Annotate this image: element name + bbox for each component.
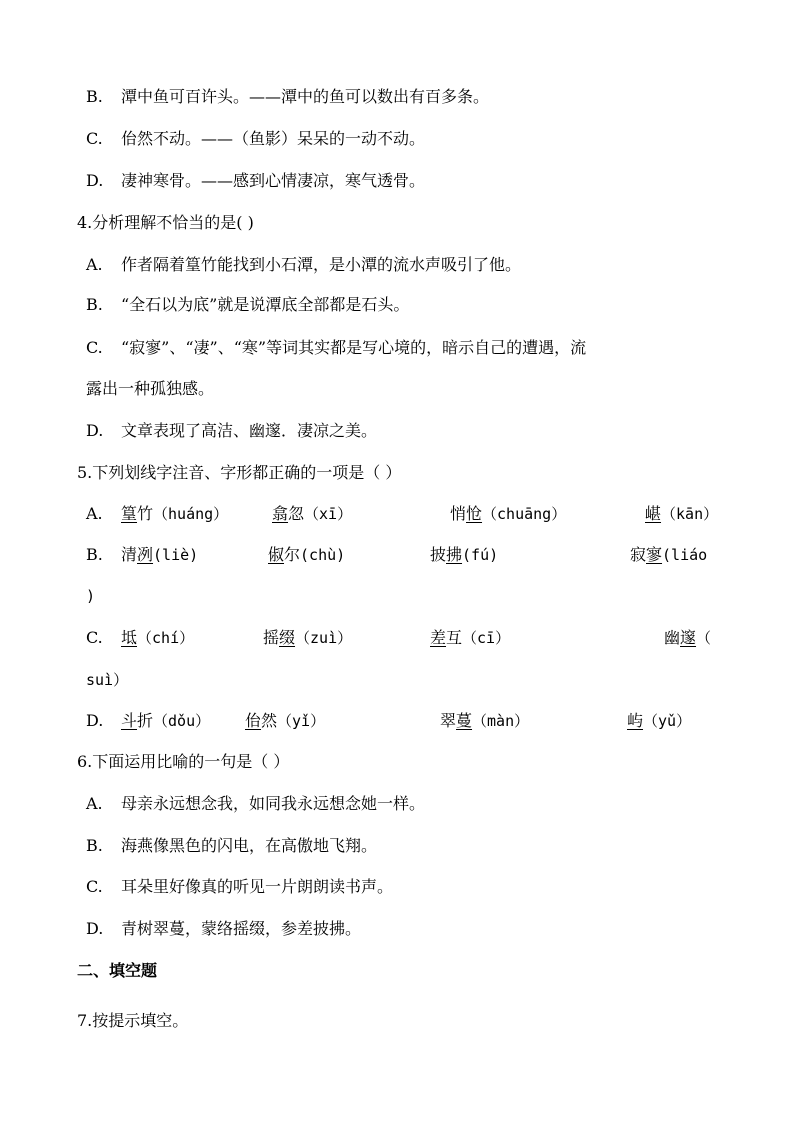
option-letter: C. bbox=[86, 129, 103, 148]
option-text: 佁然不动。——（鱼影）呆呆的一动不动。 bbox=[121, 129, 426, 148]
word-item bbox=[245, 710, 325, 732]
underlined-char: 差 bbox=[430, 628, 447, 647]
char: 翠 bbox=[440, 711, 457, 730]
word-item bbox=[440, 710, 529, 732]
pinyin-wrap: suì） bbox=[86, 671, 129, 689]
option-letter: B. bbox=[86, 87, 103, 106]
pinyin-wrap: ) bbox=[86, 587, 96, 605]
option-letter: D. bbox=[86, 171, 104, 190]
underlined-char: 怆 bbox=[466, 504, 483, 523]
pinyin: （huáng） bbox=[153, 505, 229, 523]
pinyin: （xī） bbox=[304, 505, 353, 523]
option-letter: D. bbox=[86, 711, 104, 730]
option-letter: C. bbox=[86, 628, 103, 647]
word-item bbox=[430, 544, 498, 566]
char: 寂 bbox=[630, 545, 647, 564]
option-text: “寂寥”、“凄”、“寒”等词其实都是写心境的，暗示自己的遭遇，流 bbox=[121, 338, 587, 357]
word-item bbox=[645, 503, 718, 525]
option-letter: C. bbox=[86, 338, 103, 357]
option-letter: A. bbox=[86, 794, 103, 813]
char: 忽 bbox=[288, 504, 305, 523]
char: 披 bbox=[430, 545, 447, 564]
pinyin: （kān） bbox=[661, 505, 719, 523]
underlined-char: 冽 bbox=[137, 545, 154, 564]
word-item bbox=[121, 544, 198, 566]
underlined-char: 邃 bbox=[680, 628, 697, 647]
underlined-char: 篁 bbox=[121, 504, 138, 523]
option-letter: D. bbox=[86, 421, 104, 440]
question-text: 7.按提示填空。 bbox=[77, 1011, 189, 1030]
underlined-char: 寥 bbox=[646, 545, 663, 564]
underlined-char: 坻 bbox=[121, 628, 138, 647]
option-letter: A. bbox=[86, 504, 103, 523]
underlined-char: 佁 bbox=[245, 711, 262, 730]
word-item bbox=[121, 627, 194, 649]
pinyin: (liè) bbox=[153, 546, 199, 564]
word-item bbox=[121, 710, 210, 732]
option-text: 耳朵里好像真的听见一片朗朗读书声。 bbox=[121, 877, 394, 896]
word-item bbox=[268, 544, 345, 566]
option-text: 海燕像黑色的闪电，在高傲地飞翔。 bbox=[121, 836, 378, 855]
pinyin: （yǐ） bbox=[277, 712, 326, 730]
option-text: “全石以为底”就是说潭底全部都是石头。 bbox=[121, 295, 410, 314]
option-letter: C. bbox=[86, 877, 103, 896]
pinyin: （dǒu） bbox=[153, 712, 211, 730]
char: 清 bbox=[121, 545, 138, 564]
option-text: 文章表现了高洁、幽邃．凄凉之美。 bbox=[121, 421, 378, 440]
word-item bbox=[121, 503, 228, 525]
char: 尔 bbox=[284, 545, 301, 564]
option-letter: D. bbox=[86, 919, 104, 938]
word-item bbox=[450, 503, 566, 525]
question-text: 6.下面运用比喻的一句是（ ） bbox=[77, 752, 290, 771]
underlined-char: 翕 bbox=[272, 504, 289, 523]
underlined-char: 拂 bbox=[446, 545, 463, 564]
pinyin: （chí） bbox=[137, 629, 195, 647]
char: 幽 bbox=[664, 628, 681, 647]
pinyin: （chuāng） bbox=[482, 505, 567, 523]
word-item bbox=[263, 627, 352, 649]
question-text: 5.下列划线字注音、字形都正确的一项是（ ） bbox=[77, 463, 402, 482]
underlined-char: 嵁 bbox=[645, 504, 662, 523]
underlined-char: 缀 bbox=[279, 628, 296, 647]
char: 互 bbox=[446, 628, 463, 647]
underlined-char: 俶 bbox=[268, 545, 285, 564]
underlined-char: 蔓 bbox=[456, 711, 473, 730]
pinyin: （cī） bbox=[462, 629, 511, 647]
option-text: 凄神寒骨。——感到心情凄凉，寒气透骨。 bbox=[121, 171, 426, 190]
char: 悄 bbox=[450, 504, 467, 523]
pinyin: （màn） bbox=[472, 712, 530, 730]
word-item bbox=[664, 627, 711, 649]
option-letter: B. bbox=[86, 836, 103, 855]
option-text: 作者隔着篁竹能找到小石潭，是小潭的流水声吸引了他。 bbox=[121, 255, 522, 274]
underlined-char: 斗 bbox=[121, 711, 138, 730]
option-text: 母亲永远想念我，如同我永远想念她一样。 bbox=[121, 794, 426, 813]
section-title: 二、填空题 bbox=[77, 961, 158, 980]
char: 折 bbox=[137, 711, 154, 730]
word-item bbox=[627, 710, 691, 732]
option-letter: B. bbox=[86, 295, 103, 314]
word-item bbox=[630, 544, 707, 566]
pinyin: (liáo bbox=[662, 546, 708, 564]
option-text-continued: 露出一种孤独感。 bbox=[86, 379, 215, 398]
word-item bbox=[272, 503, 352, 525]
char: 然 bbox=[261, 711, 278, 730]
pinyin: （ bbox=[696, 629, 712, 647]
char: 竹 bbox=[137, 504, 154, 523]
pinyin: （zuì） bbox=[295, 629, 353, 647]
option-text: 潭中鱼可百许头。——潭中的鱼可以数出有百多条。 bbox=[121, 87, 490, 106]
pinyin: (fú) bbox=[462, 546, 499, 564]
question-text: 4.分析理解不恰当的是( ) bbox=[77, 213, 254, 232]
word-item bbox=[430, 627, 510, 649]
char: 摇 bbox=[263, 628, 280, 647]
option-letter: A. bbox=[86, 255, 103, 274]
pinyin: （yǔ） bbox=[643, 712, 692, 730]
option-text: 青树翠蔓，蒙络摇缀，参差披拂。 bbox=[121, 919, 362, 938]
option-letter: B. bbox=[86, 545, 103, 564]
pinyin: (chù) bbox=[300, 546, 346, 564]
underlined-char: 屿 bbox=[627, 711, 644, 730]
